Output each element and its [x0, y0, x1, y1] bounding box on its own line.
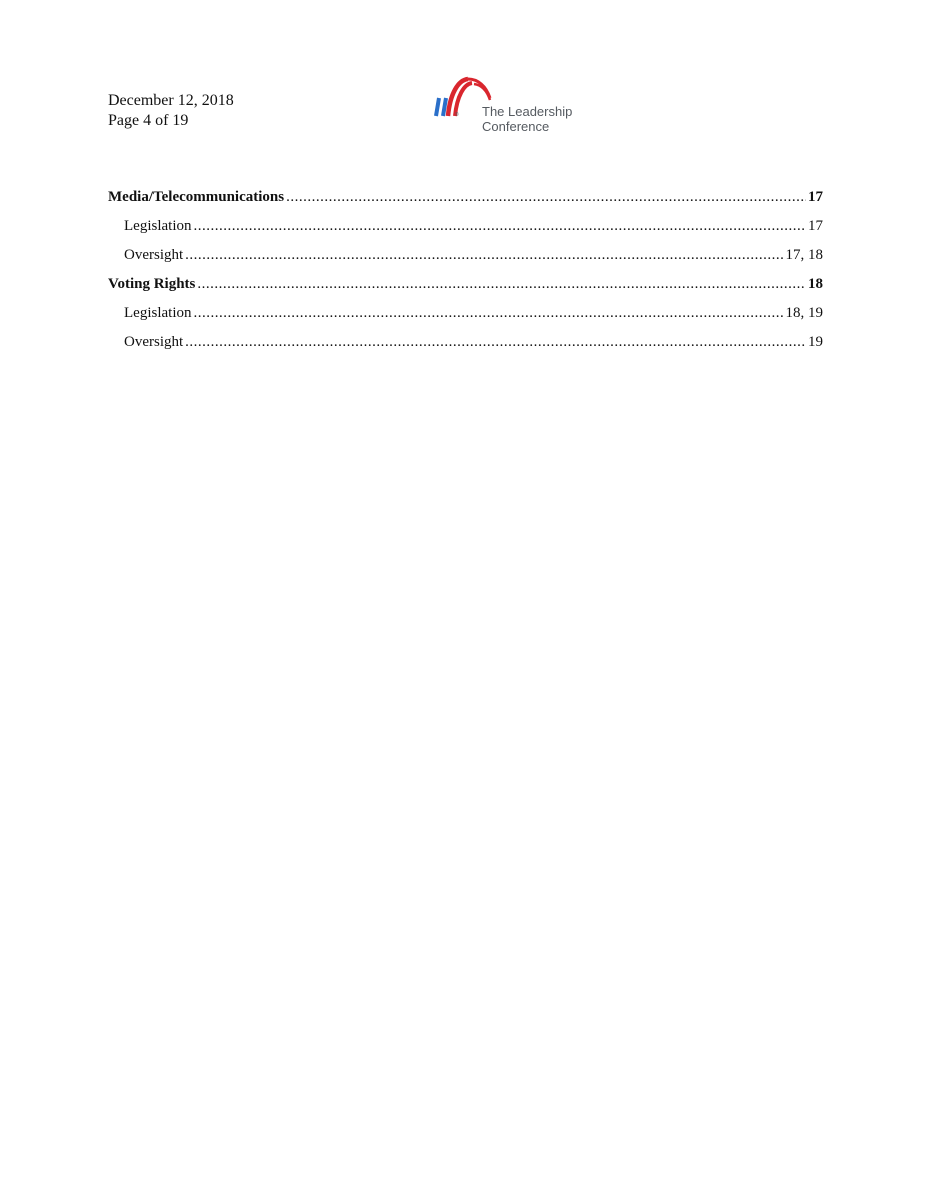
- toc-dot-leader: [194, 305, 784, 322]
- toc-entry[interactable]: [108, 218, 823, 247]
- header-page-number: Page 4 of 19: [108, 112, 189, 129]
- toc-entry-page: 19: [808, 334, 823, 350]
- toc-entry-title: Voting Rights: [108, 276, 196, 292]
- table-of-contents: [108, 189, 823, 363]
- toc-dot-leader: [185, 334, 806, 351]
- toc-entry-page: 18: [808, 276, 823, 292]
- logo-text-line1: The Leadership: [482, 104, 573, 119]
- toc-entry-page: 17: [808, 218, 823, 234]
- toc-entry-page: 17, 18: [785, 247, 823, 263]
- svg-text:®: ®: [455, 112, 459, 118]
- toc-entry-title: Oversight: [124, 334, 184, 350]
- toc-entry[interactable]: [108, 247, 823, 276]
- logo-text-line2: Conference: [482, 119, 550, 134]
- toc-entry[interactable]: [108, 276, 823, 305]
- toc-entry-page: 17: [808, 189, 823, 205]
- toc-entry-page: 18, 19: [785, 305, 823, 321]
- header-date: December 12, 2018: [108, 92, 234, 109]
- toc-entry-title: Legislation: [124, 218, 192, 234]
- toc-entry-title: Oversight: [124, 247, 184, 263]
- toc-dot-leader: [194, 218, 807, 235]
- toc-entry-title: Media/Telecommunications: [108, 189, 285, 205]
- leadership-conference-logo: [430, 74, 600, 136]
- toc-entry-title: Legislation: [124, 305, 192, 321]
- toc-entry[interactable]: [108, 189, 823, 218]
- toc-entry[interactable]: [108, 305, 823, 334]
- toc-dot-leader: [286, 189, 806, 206]
- toc-entry[interactable]: [108, 334, 823, 363]
- toc-dot-leader: [197, 276, 806, 293]
- toc-dot-leader: [185, 247, 783, 264]
- page-header: [108, 91, 234, 131]
- logo-wordmark: [482, 104, 572, 134]
